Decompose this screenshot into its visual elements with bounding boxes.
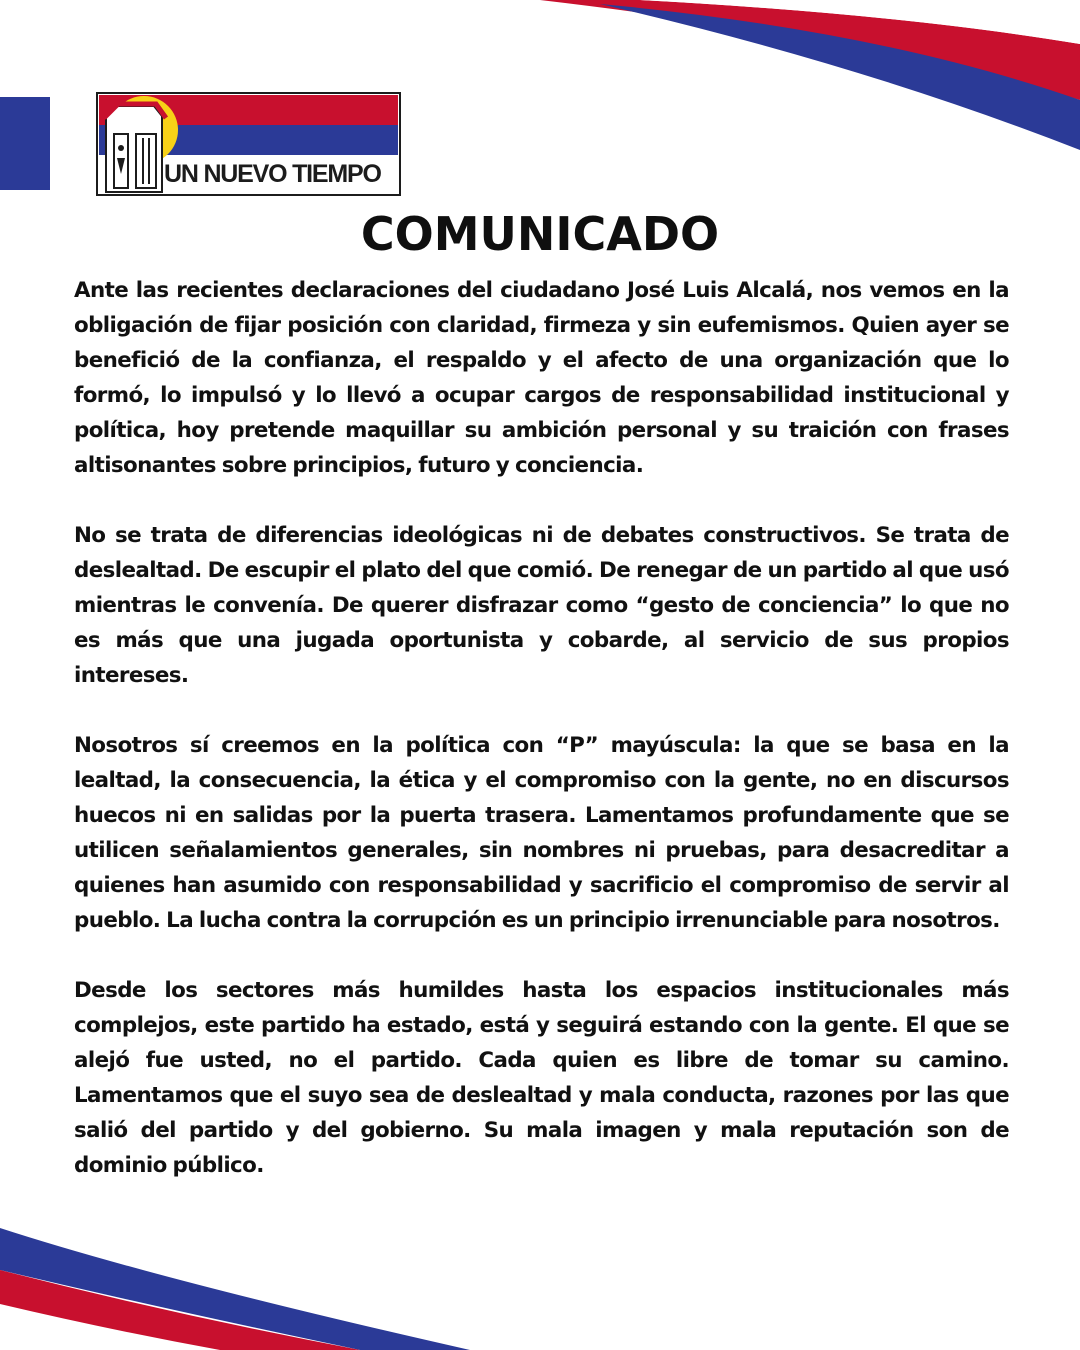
logo-wordmark: UN NUEVO TIEMPO <box>164 160 381 188</box>
paragraph-4: Desde los sectores más humildes hasta los espacios institucionales más complejos, este partido ha estado, está y seguirá estando con la gente. El que se alejó fue usted, no el partido. Cada quien es libre de tomar su camino. Lamentamos que el suyo sea de deslealtad y mala conducta, razones por las que salió del partido y del gobierno. Su mala imagen y mala reputación son de dominio público. <box>74 978 1009 1178</box>
page-title: COMUNICADO <box>360 207 720 261</box>
left-blue-tab <box>0 97 50 190</box>
party-logo <box>96 92 401 196</box>
bottom-left-swoosh <box>0 1228 470 1350</box>
paragraph-2: No se trata de diferencias ideológicas ni de debates constructivos. Se trata de deslealtad. De escupir el plato del que comió. De renegar de un partido al que usó mientras le convenía. De querer disfrazar como “gesto de conciencia” lo que no es más que una jugada oportunista y cobarde, al servicio de sus propios intereses. <box>74 523 1009 688</box>
paragraph-3: Nosotros sí creemos en la política con “P” mayúscula: la que se basa en la lealtad, la consecuencia, la ética y el compromiso con la gente, no en discursos huecos ni en salidas por la puerta trasera. Lamentamos profundamente que se utilicen señalamientos generales, sin nombres ni pruebas, para desacreditar a quienes han asumido con responsabilidad y sacrificio el compromiso de servir al pueblo. La lucha contra la corrupción es un principio irrenunciable para nosotros. <box>74 733 1009 933</box>
paragraph-1: Ante las recientes declaraciones del ciudadano José Luis Alcalá, nos vemos en la obligación de fijar posición con claridad, firmeza y sin eufemismos. Quien ayer se benefició de la confianza, el respaldo y el afecto de una organización que lo formó, lo impulsó y lo llevó a ocupar cargos de responsabilidad institucional y política, hoy pretende maquillar su ambición personal y su traición con frases altisonantes sobre principios, futuro y conciencia. <box>74 278 1009 478</box>
top-right-swoosh <box>540 0 1080 150</box>
statement-body <box>74 273 1009 1218</box>
